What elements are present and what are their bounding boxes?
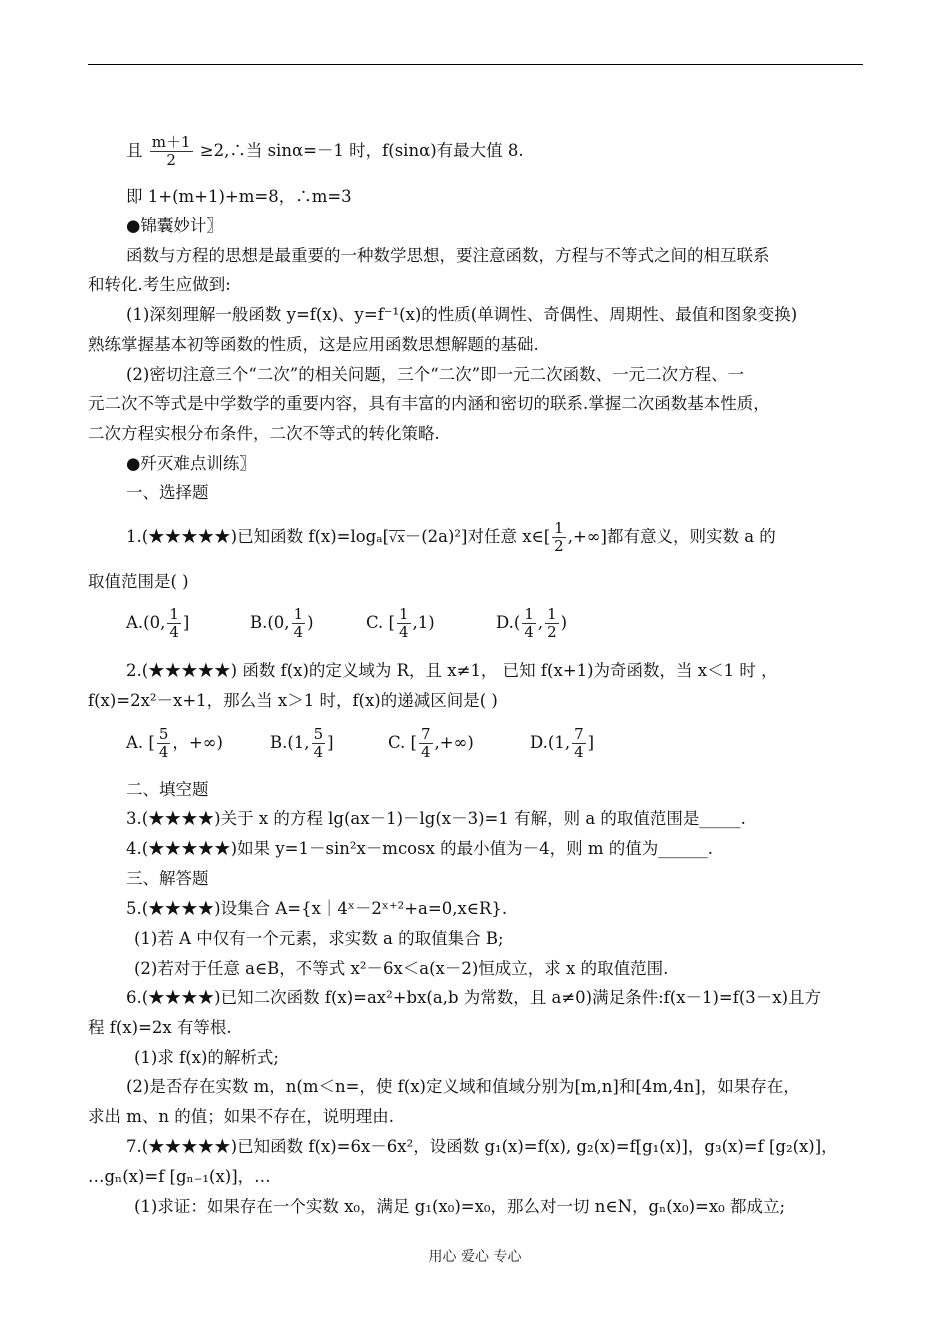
fraction bbox=[552, 520, 566, 555]
q2-option-b bbox=[270, 726, 334, 761]
text: C. [ bbox=[388, 733, 417, 752]
text: A.(0, bbox=[126, 613, 166, 632]
line-21: 三、解答题 bbox=[126, 869, 209, 888]
line-18: 二、填空题 bbox=[126, 780, 209, 799]
denominator: 4 bbox=[398, 623, 409, 641]
line-23: (1)若 A 中仅有一个元素，求实数 a 的取值集合 B; bbox=[134, 929, 504, 948]
fraction bbox=[150, 134, 193, 169]
q1-option-d bbox=[496, 606, 567, 641]
line-8: (2)密切注意三个“二次”的相关问题，三个“二次”即一元二次函数、一元二次方程、一 bbox=[126, 365, 745, 384]
line-6: (1)深刻理解一般函数 y=f(x)、y=f⁻¹(x)的性质(单调性、奇偶性、周期性、最值和图象变换) bbox=[126, 305, 798, 324]
denominator: 4 bbox=[293, 623, 304, 641]
question-1 bbox=[126, 520, 776, 555]
numerator: 1 bbox=[293, 605, 304, 623]
line-24: (2)若对于任意 a∈B，不等式 x²－6x＜a(x－2)恒成立，求 x 的取值范围. bbox=[134, 959, 669, 978]
fraction bbox=[419, 726, 433, 761]
line-29: 求出 m、n 的值；如果不存在，说明理由. bbox=[88, 1107, 395, 1126]
line-9: 元二次不等式是中学数学的重要内容，具有丰富的内涵和密切的联系.掌握二次函数基本性质， bbox=[88, 394, 770, 413]
denominator: 4 bbox=[574, 743, 584, 761]
denominator: 4 bbox=[420, 743, 431, 761]
question-2-cont: f(x)=2x²－x+1，那么当 x＞1 时，f(x)的递减区间是( ) bbox=[88, 691, 498, 710]
q1-option-a bbox=[126, 606, 189, 641]
text: ) bbox=[560, 613, 568, 632]
text: B.(1, bbox=[270, 733, 310, 752]
line-19: 3.(★★★★)关于 x 的方程 lg(ax－1)－lg(x－3)=1 有解，则 a 的取值范围是_____. bbox=[126, 809, 746, 828]
numerator: 1 bbox=[169, 605, 179, 623]
line-31: …gₙ(x)=f [gₙ₋₁(x)]，… bbox=[88, 1167, 271, 1186]
line-3: ●锦囊妙计〗 bbox=[126, 216, 223, 235]
line-14: 取值范围是( ) bbox=[88, 572, 189, 591]
numerator: 7 bbox=[574, 725, 584, 743]
denominator: 2 bbox=[547, 623, 557, 641]
text: ,+∞) bbox=[434, 733, 474, 752]
line-20: 4.(★★★★★)如果 y=1－sin²x－mcosx 的最小值为－4，则 m 的值为______. bbox=[126, 839, 714, 858]
text: －(2a)²]对任意 x∈[ bbox=[404, 527, 551, 546]
numerator: 1 bbox=[547, 605, 557, 623]
line-30: 7.(★★★★★)已知函数 f(x)=6x－6x²，设函数 g₁(x)=f(x), g₂(x)=f[g₁(x)]，g₃(x)=f [g₂(x)]， bbox=[126, 1137, 838, 1156]
q2-option-c bbox=[388, 726, 474, 761]
numerator: 1 bbox=[524, 605, 534, 623]
line-4: 函数与方程的思想是最重要的一种数学思想，要注意函数，方程与不等式之间的相互联系 bbox=[126, 246, 770, 265]
line-2: 即 1+(m+1)+m=8，∴m=3 bbox=[126, 187, 352, 206]
line-1 bbox=[126, 134, 524, 169]
text: ] bbox=[182, 613, 190, 632]
q1-option-c bbox=[366, 606, 435, 641]
line-11: ●歼灭难点训练〗 bbox=[126, 454, 256, 473]
text: D.(1, bbox=[530, 733, 571, 752]
header-rule bbox=[88, 64, 863, 65]
numerator: 1 bbox=[398, 605, 409, 623]
line-5: 和转化.考生应做到: bbox=[88, 275, 231, 294]
q2-option-d bbox=[530, 726, 594, 761]
numerator: m＋1 bbox=[151, 133, 191, 151]
numerator: 1 bbox=[554, 519, 564, 537]
denominator: 2 bbox=[554, 537, 564, 555]
fraction bbox=[522, 606, 536, 641]
page-footer: 用心 爱心 专心 bbox=[428, 1249, 522, 1265]
numerator: 5 bbox=[313, 725, 324, 743]
line-10: 二次方程实根分布条件，二次不等式的转化策略. bbox=[88, 424, 440, 443]
line-7: 熟练掌握基本初等函数的性质，这是应用函数思想解题的基础. bbox=[88, 335, 539, 354]
line-12: 一、选择题 bbox=[126, 483, 209, 502]
line-32: (1)求证：如果存在一个实数 x₀，满足 g₁(x₀)=x₀，那么对一切 n∈N，gₙ(x₀)=x₀ 都成立; bbox=[134, 1197, 786, 1216]
text: ,1) bbox=[412, 613, 435, 632]
line-26: 程 f(x)=2x 有等根. bbox=[88, 1018, 232, 1037]
text: , bbox=[537, 613, 544, 632]
question-2: 2.(★★★★★) 函数 f(x)的定义域为 R，且 x≠1， 已知 f(x+1)为奇函数，当 x＜1 时 ， bbox=[126, 661, 778, 680]
text: C. [ bbox=[366, 613, 395, 632]
text: ] bbox=[587, 733, 595, 752]
numerator: 5 bbox=[158, 725, 169, 743]
fraction bbox=[397, 606, 411, 641]
fraction bbox=[292, 606, 306, 641]
line-28: (2)是否存在实数 m，n(m＜n=，使 f(x)定义域和值域分别为[m,n]和[4m,4n]，如果存在， bbox=[126, 1077, 800, 1096]
denominator: 4 bbox=[524, 623, 534, 641]
text: 1.(★★★★★)已知函数 f(x)=logₐ[ bbox=[126, 527, 390, 546]
text: A. [ bbox=[126, 733, 155, 752]
q1-option-b bbox=[250, 606, 314, 641]
line-25: 6.(★★★★)已知二次函数 f(x)=ax²+bx(a,b 为常数，且 a≠0)满足条件:f(x－1)=f(3－x)且方 bbox=[126, 988, 822, 1007]
line-22: 5.(★★★★)设集合 A={x｜4ˣ－2ˣ⁺²+a=0,x∈R}. bbox=[126, 899, 508, 918]
denominator: 2 bbox=[166, 151, 176, 169]
text: ≥2,∴当 sinα=－1 时，f(sinα)有最大值 8. bbox=[199, 141, 524, 160]
sqrt: √x bbox=[389, 531, 405, 546]
fraction bbox=[572, 726, 586, 761]
fraction bbox=[545, 606, 559, 641]
fraction bbox=[157, 726, 171, 761]
text: ) bbox=[307, 613, 314, 632]
text: ，+∞) bbox=[172, 733, 223, 752]
denominator: 4 bbox=[313, 743, 324, 761]
denominator: 4 bbox=[158, 743, 169, 761]
q2-option-a bbox=[126, 726, 223, 761]
line-27: (1)求 f(x)的解析式; bbox=[134, 1048, 279, 1067]
denominator: 4 bbox=[169, 623, 179, 641]
text: B.(0, bbox=[250, 613, 290, 632]
text: D.( bbox=[496, 613, 521, 632]
fraction bbox=[312, 726, 326, 761]
numerator: 7 bbox=[420, 725, 431, 743]
text: 且 bbox=[126, 141, 143, 160]
text: ,+∞]都有意义，则实数 a 的 bbox=[567, 527, 776, 546]
fraction bbox=[167, 606, 181, 641]
text: ] bbox=[327, 733, 334, 752]
